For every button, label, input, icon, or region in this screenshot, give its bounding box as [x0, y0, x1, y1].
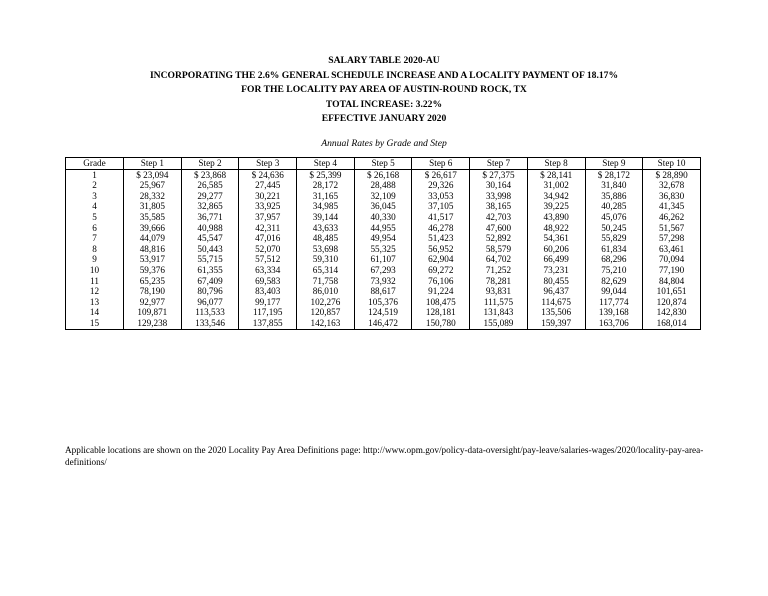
salary-cell: 42,703	[470, 212, 528, 223]
column-header-step-6: Step 6	[412, 158, 470, 170]
salary-cell: 41,345	[643, 201, 701, 212]
salary-cell: 39,144	[297, 212, 355, 223]
column-header-step-8: Step 8	[527, 158, 585, 170]
salary-cell: 131,843	[470, 307, 528, 318]
table-row	[66, 286, 701, 297]
salary-cell: $ 28,141	[527, 169, 585, 180]
grade-cell: 10	[66, 265, 124, 276]
salary-cell: 117,774	[585, 297, 643, 308]
salary-cell: 137,855	[239, 318, 297, 329]
salary-cell: 139,168	[585, 307, 643, 318]
salary-cell: 53,698	[297, 244, 355, 255]
salary-cell: 56,952	[412, 244, 470, 255]
salary-cell: 109,871	[124, 307, 182, 318]
salary-cell: 51,423	[412, 233, 470, 244]
grade-cell: 5	[66, 212, 124, 223]
salary-cell: 36,830	[643, 191, 701, 202]
salary-cell: 31,840	[585, 180, 643, 191]
salary-cell: 40,285	[585, 201, 643, 212]
salary-cell: 78,190	[124, 286, 182, 297]
salary-cell: 113,533	[181, 307, 239, 318]
salary-cell: 32,109	[354, 191, 412, 202]
column-header-step-9: Step 9	[585, 158, 643, 170]
table-row	[66, 276, 701, 287]
column-header-step-1: Step 1	[124, 158, 182, 170]
salary-cell: 96,077	[181, 297, 239, 308]
salary-cell: 59,310	[297, 254, 355, 265]
salary-cell: 34,985	[297, 201, 355, 212]
salary-cell: 69,272	[412, 265, 470, 276]
salary-cell: 67,293	[354, 265, 412, 276]
salary-cell: 29,326	[412, 180, 470, 191]
grade-cell: 8	[66, 244, 124, 255]
salary-cell: $ 23,868	[181, 169, 239, 180]
salary-cell: 120,857	[297, 307, 355, 318]
salary-cell: 65,314	[297, 265, 355, 276]
salary-cell: $ 25,399	[297, 169, 355, 180]
grade-cell: 12	[66, 286, 124, 297]
footnote: Applicable locations are shown on the 2020 Locality Pay Area Definitions page: http://www.opm.gov/policy-data-oversight/pay-leave/salaries-wages/2020/locality-pay-area-definitions/	[65, 445, 704, 468]
salary-cell: 61,355	[181, 265, 239, 276]
salary-cell: 28,172	[297, 180, 355, 191]
salary-cell: $ 27,375	[470, 169, 528, 180]
heading-total-increase: TOTAL INCREASE: 3.22%	[325, 98, 443, 110]
salary-cell: 135,506	[527, 307, 585, 318]
grade-cell: 14	[66, 307, 124, 318]
salary-cell: 27,445	[239, 180, 297, 191]
salary-cell: 39,225	[527, 201, 585, 212]
salary-cell: 45,076	[585, 212, 643, 223]
table-row	[66, 212, 701, 223]
column-header-step-2: Step 2	[181, 158, 239, 170]
heading-locality-line: FOR THE LOCALITY PAY AREA OF AUSTIN-ROUND ROCK, TX	[241, 84, 527, 96]
salary-cell: 48,816	[124, 244, 182, 255]
salary-table	[65, 157, 701, 330]
heading-increase-line: INCORPORATING THE 2.6% GENERAL SCHEDULE INCREASE AND A LOCALITY PAYMENT OF 18.17%	[149, 69, 619, 81]
salary-cell: 50,245	[585, 223, 643, 234]
salary-cell: 44,079	[124, 233, 182, 244]
column-header-step-3: Step 3	[239, 158, 297, 170]
salary-cell: 59,376	[124, 265, 182, 276]
salary-cell: 57,298	[643, 233, 701, 244]
salary-cell: 58,579	[470, 244, 528, 255]
salary-cell: 150,780	[412, 318, 470, 329]
salary-cell: 29,277	[181, 191, 239, 202]
salary-cell: 111,575	[470, 297, 528, 308]
salary-cell: 35,886	[585, 191, 643, 202]
salary-cell: 142,830	[643, 307, 701, 318]
salary-cell: 82,629	[585, 276, 643, 287]
salary-cell: 31,805	[124, 201, 182, 212]
column-header-step-7: Step 7	[470, 158, 528, 170]
salary-cell: 65,235	[124, 276, 182, 287]
salary-cell: 41,517	[412, 212, 470, 223]
salary-cell: 84,804	[643, 276, 701, 287]
salary-cell: 61,834	[585, 244, 643, 255]
salary-cell: 47,016	[239, 233, 297, 244]
salary-cell: 71,758	[297, 276, 355, 287]
table-row	[66, 223, 701, 234]
salary-cell: 155,089	[470, 318, 528, 329]
salary-cell: 55,715	[181, 254, 239, 265]
salary-cell: 26,585	[181, 180, 239, 191]
salary-cell: 54,361	[527, 233, 585, 244]
grade-cell: 7	[66, 233, 124, 244]
salary-cell: 30,164	[470, 180, 528, 191]
salary-cell: 43,890	[527, 212, 585, 223]
salary-cell: 35,585	[124, 212, 182, 223]
salary-cell: 52,892	[470, 233, 528, 244]
salary-cell: 51,567	[643, 223, 701, 234]
salary-cell: 99,177	[239, 297, 297, 308]
salary-cell: 142,163	[297, 318, 355, 329]
salary-cell: 128,181	[412, 307, 470, 318]
salary-cell: 76,106	[412, 276, 470, 287]
table-row	[66, 297, 701, 308]
salary-cell: 101,651	[643, 286, 701, 297]
salary-cell: 33,998	[470, 191, 528, 202]
grade-cell: 3	[66, 191, 124, 202]
salary-cell: 33,925	[239, 201, 297, 212]
salary-cell: 62,904	[412, 254, 470, 265]
salary-cell: 66,499	[527, 254, 585, 265]
salary-cell: 93,831	[470, 286, 528, 297]
grade-cell: 13	[66, 297, 124, 308]
salary-cell: 77,190	[643, 265, 701, 276]
salary-cell: $ 24,636	[239, 169, 297, 180]
salary-cell: 129,238	[124, 318, 182, 329]
salary-cell: 34,942	[527, 191, 585, 202]
salary-cell: 70,094	[643, 254, 701, 265]
salary-cell: 61,107	[354, 254, 412, 265]
table-row	[66, 169, 701, 180]
salary-cell: 52,070	[239, 244, 297, 255]
salary-cell: 60,206	[527, 244, 585, 255]
salary-cell: 31,165	[297, 191, 355, 202]
salary-cell: 46,278	[412, 223, 470, 234]
salary-cell: 102,276	[297, 297, 355, 308]
salary-cell: 63,461	[643, 244, 701, 255]
heading-title: SALARY TABLE 2020-AU	[328, 55, 440, 66]
grade-cell: 4	[66, 201, 124, 212]
salary-cell: 105,376	[354, 297, 412, 308]
salary-cell: 38,165	[470, 201, 528, 212]
salary-cell: 36,771	[181, 212, 239, 223]
salary-cell: $ 28,172	[585, 169, 643, 180]
salary-cell: 80,455	[527, 276, 585, 287]
table-row	[66, 307, 701, 318]
salary-cell: 63,334	[239, 265, 297, 276]
salary-cell: 108,475	[412, 297, 470, 308]
column-header-step-10: Step 10	[643, 158, 701, 170]
grade-cell: 11	[66, 276, 124, 287]
salary-cell: 68,296	[585, 254, 643, 265]
salary-cell: 75,210	[585, 265, 643, 276]
salary-cell: 114,675	[527, 297, 585, 308]
salary-cell: 80,796	[181, 286, 239, 297]
salary-cell: 40,330	[354, 212, 412, 223]
table-row	[66, 201, 701, 212]
salary-cell: 120,874	[643, 297, 701, 308]
salary-cell: 57,512	[239, 254, 297, 265]
salary-cell: 146,472	[354, 318, 412, 329]
salary-cell: 73,932	[354, 276, 412, 287]
table-row	[66, 244, 701, 255]
salary-cell: 86,010	[297, 286, 355, 297]
salary-cell: $ 26,168	[354, 169, 412, 180]
table-row	[66, 233, 701, 244]
salary-cell: 48,485	[297, 233, 355, 244]
salary-cell: 99,044	[585, 286, 643, 297]
salary-cell: 37,105	[412, 201, 470, 212]
column-header-step-4: Step 4	[297, 158, 355, 170]
salary-cell: 36,045	[354, 201, 412, 212]
salary-cell: 50,443	[181, 244, 239, 255]
salary-cell: 88,617	[354, 286, 412, 297]
salary-cell: $ 26,617	[412, 169, 470, 180]
salary-cell: 159,397	[527, 318, 585, 329]
grade-cell: 15	[66, 318, 124, 329]
salary-cell: $ 23,094	[124, 169, 182, 180]
table-row	[66, 254, 701, 265]
grade-cell: 6	[66, 223, 124, 234]
salary-cell: 73,231	[527, 265, 585, 276]
salary-cell: 40,988	[181, 223, 239, 234]
table-row	[66, 265, 701, 276]
salary-cell: 67,409	[181, 276, 239, 287]
salary-cell: 37,957	[239, 212, 297, 223]
salary-cell: $ 28,890	[643, 169, 701, 180]
salary-cell: 43,633	[297, 223, 355, 234]
salary-cell: 133,546	[181, 318, 239, 329]
salary-cell: 30,221	[239, 191, 297, 202]
salary-cell: 55,829	[585, 233, 643, 244]
table-header-row	[66, 158, 701, 170]
table-body	[66, 169, 701, 329]
table-row	[66, 318, 701, 329]
table-row	[66, 191, 701, 202]
salary-cell: 92,977	[124, 297, 182, 308]
salary-cell: 91,224	[412, 286, 470, 297]
salary-cell: 71,252	[470, 265, 528, 276]
salary-cell: 117,195	[239, 307, 297, 318]
column-header-step-5: Step 5	[354, 158, 412, 170]
salary-cell: 28,488	[354, 180, 412, 191]
salary-cell: 124,519	[354, 307, 412, 318]
grade-cell: 9	[66, 254, 124, 265]
salary-cell: 96,437	[527, 286, 585, 297]
grade-cell: 2	[66, 180, 124, 191]
document-heading	[0, 54, 768, 127]
salary-cell: 48,922	[527, 223, 585, 234]
salary-cell: 32,865	[181, 201, 239, 212]
salary-cell: 31,002	[527, 180, 585, 191]
salary-cell: 64,702	[470, 254, 528, 265]
salary-cell: 28,332	[124, 191, 182, 202]
salary-cell: 33,053	[412, 191, 470, 202]
salary-cell: 53,917	[124, 254, 182, 265]
salary-cell: 69,583	[239, 276, 297, 287]
table-subtitle: Annual Rates by Grade and Step	[321, 138, 447, 149]
salary-cell: 39,666	[124, 223, 182, 234]
table-row	[66, 180, 701, 191]
salary-cell: 49,954	[354, 233, 412, 244]
salary-cell: 55,325	[354, 244, 412, 255]
salary-cell: 44,955	[354, 223, 412, 234]
salary-cell: 42,311	[239, 223, 297, 234]
salary-cell: 168,014	[643, 318, 701, 329]
salary-cell: 46,262	[643, 212, 701, 223]
salary-cell: 83,403	[239, 286, 297, 297]
salary-cell: 163,706	[585, 318, 643, 329]
grade-cell: 1	[66, 169, 124, 180]
salary-cell: 78,281	[470, 276, 528, 287]
salary-cell: 25,967	[124, 180, 182, 191]
heading-effective-date: EFFECTIVE JANUARY 2020	[321, 113, 447, 125]
salary-cell: 47,600	[470, 223, 528, 234]
salary-cell: 45,547	[181, 233, 239, 244]
column-header-grade: Grade	[66, 158, 124, 170]
salary-cell: 32,678	[643, 180, 701, 191]
